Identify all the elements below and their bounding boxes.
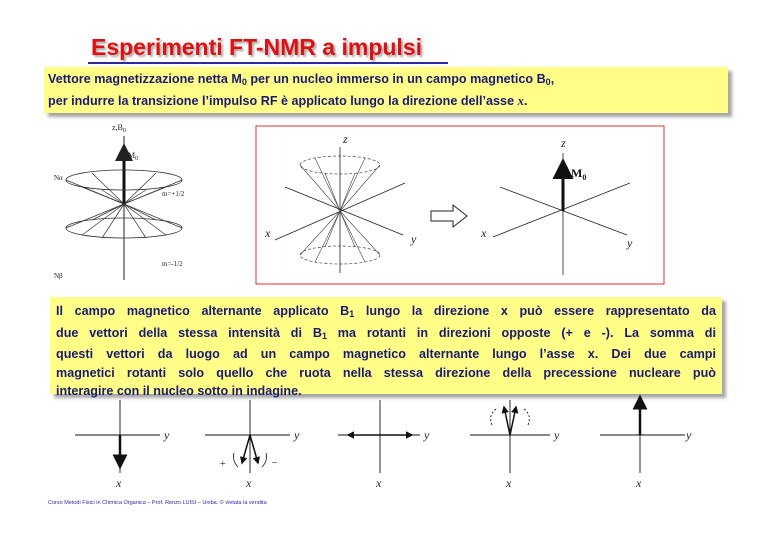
rotating-frame-diagram [255,125,665,285]
plus-sign: + [220,459,226,470]
title-underline [88,62,448,64]
z-label-right: z [561,136,566,150]
y-label-left: y [411,232,417,246]
m0-label-right: $M_0$ [571,166,587,182]
m-plus-label: m=+1/2 [162,190,185,198]
transition-arrow-icon [431,205,467,227]
footer-credit: Corso Metodi Fisici in Chimica Organica – Prof. Renzo LUISI – Uniba. © vietata la vendita [48,500,267,506]
minus-sign: – [272,457,277,468]
z-b0-label: $z,B_0$ [112,123,126,134]
m-minus-label: m=-1/2 [162,260,183,268]
y-label-2: y [294,428,300,442]
y-label-1: y [164,428,170,442]
x-label-2: x [246,476,252,490]
y-label-3: y [424,428,430,442]
intro-line-1: Vettore magnetizzazione netta $M_0$ per un nucleo immerso in un campo magnetico $B_0$, [48,72,555,87]
x-label-3: x [376,476,382,490]
explanation-text: Il campo magnetico alternante applicato $B_1$ lungo la direzione x può essere rappresentato da due vettori della stessa intensità di $B_1$ ma rotanti in direzioni opposte (+ e -). La somma di questi vettori da luogo ad un campo magnetico alternante lungo l’asse x. Dei due campi magnetici rotanti solo quello che ruota nella stessa direzione della precessione nucleare può interagire con il nucleo sotto in indagine. [56,304,716,399]
y-label-right: y [627,236,633,250]
precession-cone-diagram [52,118,212,288]
slide-title: Esperimenti FT-NMR a impulsi [91,34,422,60]
x-label-right: x [481,226,487,240]
n-beta-label: Nβ [54,272,63,280]
y-label-5: y [686,428,692,442]
x-label-5: x [636,476,642,490]
x-label-left: x [265,226,271,240]
z-label-left: z [343,132,348,146]
m0-label: $M_0$ [128,151,139,162]
n-alpha-label: Nα [54,174,63,182]
y-label-4: y [554,428,560,442]
explanation-box [50,297,722,399]
x-label-1: x [116,476,122,490]
rotating-vectors-sequence [60,395,710,495]
intro-box [44,67,728,113]
x-label-4: x [506,476,512,490]
x-axis-italic: x [517,94,524,108]
intro-line-2: per indurre la transizione l’impulso RF è applicato lungo la direzione dell’asse x. [48,94,528,108]
